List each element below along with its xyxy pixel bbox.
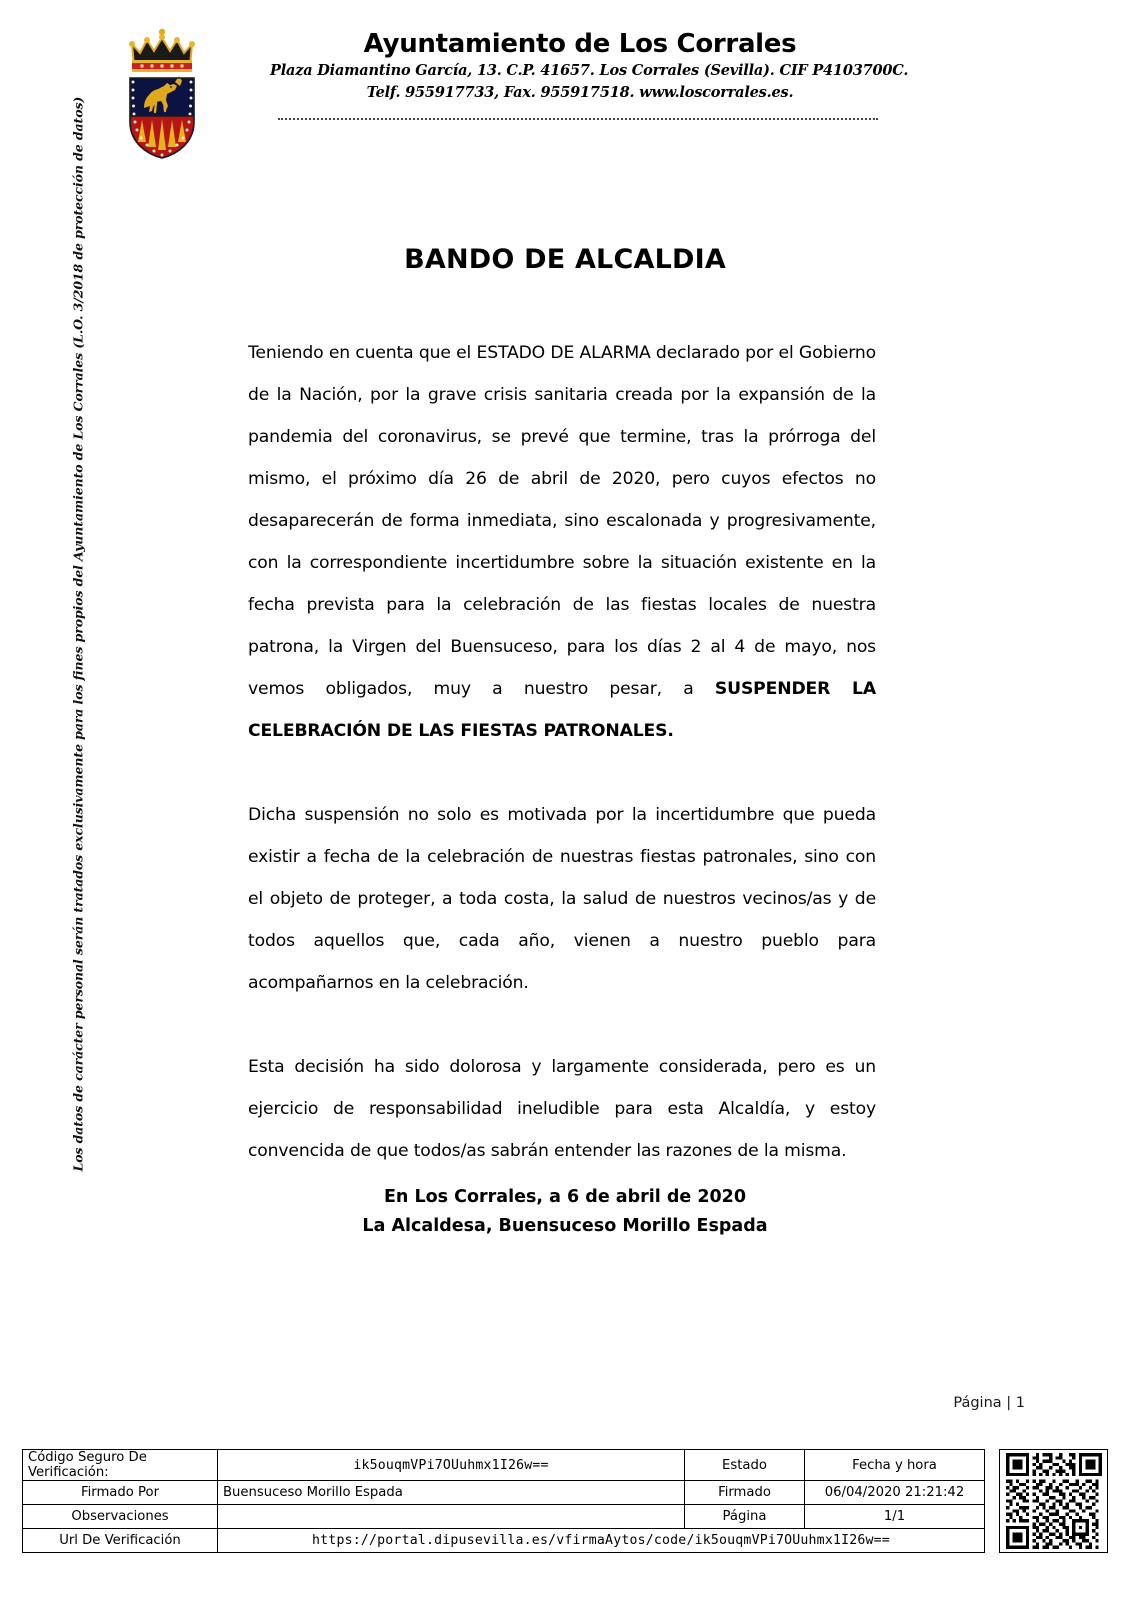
label-url-verificacion: Url De Verificación — [23, 1529, 218, 1553]
value-url-verificacion[interactable]: https://portal.dipusevilla.es/vfirmaAytos/code/ik5ouqmVPi7OUuhmx1I26w== — [218, 1529, 985, 1553]
signature-block — [0, 1183, 1130, 1241]
value-csv: ik5ouqmVPi7OUuhmx1I26w== — [218, 1450, 685, 1481]
value-fecha-hora: 06/04/2020 21:21:42 — [805, 1481, 985, 1505]
table-row — [23, 1505, 985, 1529]
label-fecha-hora: Fecha y hora — [805, 1450, 985, 1481]
verification-table — [22, 1449, 985, 1553]
organization-address-line-2: Telf. 955917733, Fax. 955917518. www.loscorrales.es. — [366, 84, 794, 102]
data-protection-notice: Los datos de carácter personal serán tratados exclusivamente para los fines propios del Ayuntamiento de Los Corrales (L.O. 3/2018 de protección de datos) — [70, 96, 86, 1172]
signature-place-date: En Los Corrales, a 6 de abril de 2020 — [383, 1187, 747, 1207]
page-number-label: Página | 1 — [953, 1395, 1025, 1411]
value-estado: Firmado — [685, 1481, 805, 1505]
paragraph-2: Dicha suspensión no solo es motivada por la incertidumbre que pueda existir a fecha de la celebración de nuestras fiestas patronales, sino con el objeto de proteger, a toda costa, la salud de nuestros vecinos/as y de todos aquellos que, cada año, vienen a nuestro pueblo para acompañarnos en la celebración. — [248, 805, 876, 993]
header-divider — [278, 118, 878, 122]
value-observaciones — [218, 1505, 685, 1529]
coat-of-arms-icon — [120, 22, 204, 160]
label-pagina: Página — [685, 1505, 805, 1529]
label-estado: Estado — [685, 1450, 805, 1481]
verification-footer — [22, 1449, 1108, 1553]
page-title: BANDO DE ALCALDIA — [404, 244, 726, 275]
paragraph-3: Esta decisión ha sido dolorosa y largamente considerada, pero es un ejercicio de responsabilidad ineludible para esta Alcaldía, y estoy convencida de que todos/as sabrán entender las razones de la misma. — [248, 1057, 876, 1161]
table-row — [23, 1450, 985, 1481]
value-pagina: 1/1 — [805, 1505, 985, 1529]
table-row — [23, 1529, 985, 1553]
paragraph-1-emphasis: SUSPENDER LA CELEBRACIÓN DE LAS FIESTAS PATRONALES. — [248, 679, 876, 741]
paragraph-1 — [248, 332, 876, 752]
letterhead — [0, 0, 1130, 165]
table-row — [23, 1481, 985, 1505]
value-firmado-por: Buensuceso Morillo Espada — [218, 1481, 685, 1505]
qr-code-icon — [999, 1449, 1108, 1553]
organization-title: Ayuntamiento de Los Corrales — [363, 29, 797, 59]
document-body — [248, 332, 876, 1172]
label-csv: Código Seguro De Verificación: — [23, 1450, 218, 1481]
paragraph-1-lead: Teniendo en cuenta que el ESTADO DE ALARMA declarado por el Gobierno de la Nación, por la grave crisis sanitaria creada por la expansión de la pandemia del coronavirus, se prevé que termine, tras la prórroga del mismo, el próximo día 26 de abril de 2020, pero cuyos efectos no desaparecerán de forma inmediata, sino escalonada y progresivamente, con la correspondiente incertidumbre sobre la situación existente en la fecha prevista para la celebración de las fiestas locales de nuestra patrona, la Virgen del Buensuceso, para los días 2 al 4 de mayo, nos vemos obligados, muy a nuestro pesar, a — [248, 343, 876, 699]
letterhead-text — [270, 29, 909, 105]
label-firmado-por: Firmado Por — [23, 1481, 218, 1505]
signature-name: La Alcaldesa, Buensuceso Morillo Espada — [362, 1216, 768, 1236]
organization-address-line-1: Plaza Diamantino García, 13. C.P. 41657. Los Corrales (Sevilla). CIF P4103700C. — [270, 61, 909, 79]
label-observaciones: Observaciones — [23, 1505, 218, 1529]
